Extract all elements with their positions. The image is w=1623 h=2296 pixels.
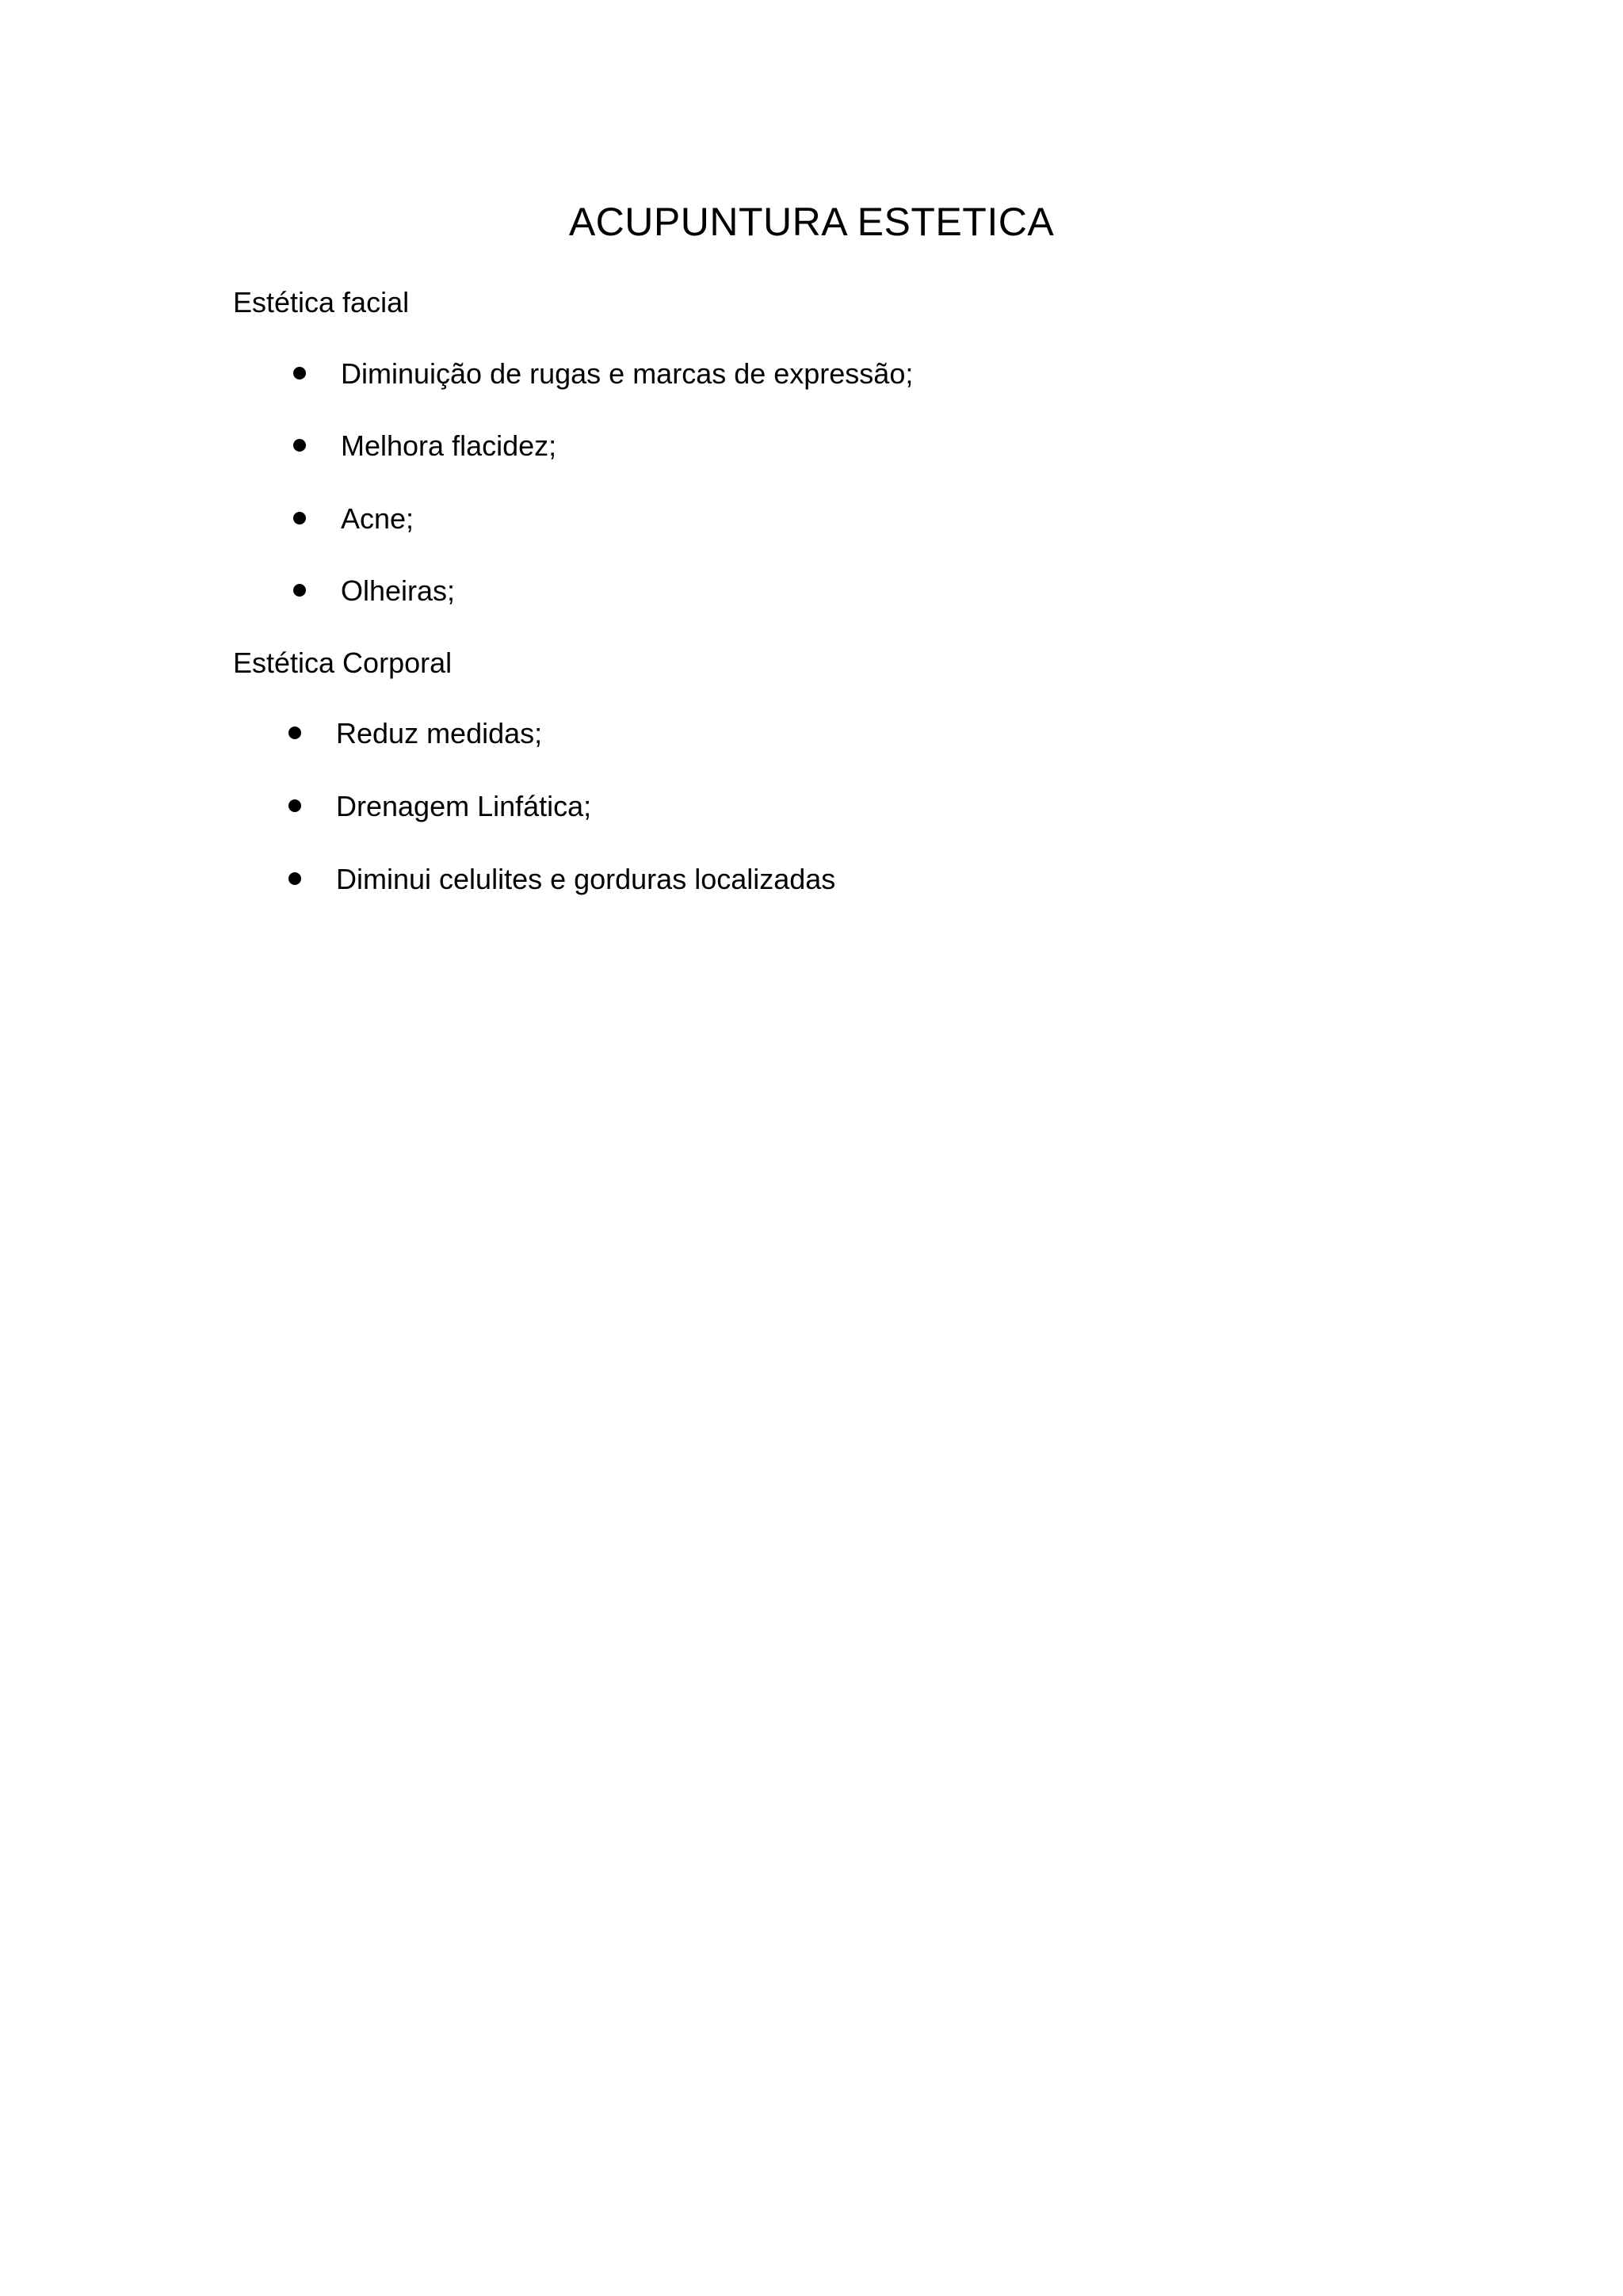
list-item-text: Reduz medidas; <box>336 717 543 749</box>
list-item <box>293 498 1006 540</box>
bullet-icon <box>293 439 306 452</box>
list-item-text: Olheiras; <box>341 574 456 607</box>
document-title: ACUPUNTURA ESTETICA <box>568 200 1055 244</box>
list-item <box>293 353 1006 395</box>
list-item <box>293 570 1006 612</box>
list-item-text: Diminui celulites e gorduras localizadas <box>336 863 836 895</box>
list-item <box>288 786 1002 827</box>
list-item-text: Drenagem Linfática; <box>336 790 592 822</box>
bullet-icon <box>288 799 301 812</box>
list-item-text: Melhora flacidez; <box>341 429 557 462</box>
section-heading-facial: Estética facial <box>233 286 410 318</box>
bullet-icon <box>293 584 306 597</box>
bullet-icon <box>293 367 306 379</box>
bullet-icon <box>293 512 306 524</box>
list-item-text: Acne; <box>341 502 414 535</box>
bullet-icon <box>288 727 301 739</box>
list-item <box>288 713 1002 754</box>
list-item <box>293 425 1006 467</box>
list-item <box>288 859 1002 900</box>
section-heading-corporal: Estética Corporal <box>233 646 453 679</box>
list-item-text: Diminuição de rugas e marcas de expressão; <box>341 357 914 390</box>
bullet-icon <box>288 872 301 885</box>
